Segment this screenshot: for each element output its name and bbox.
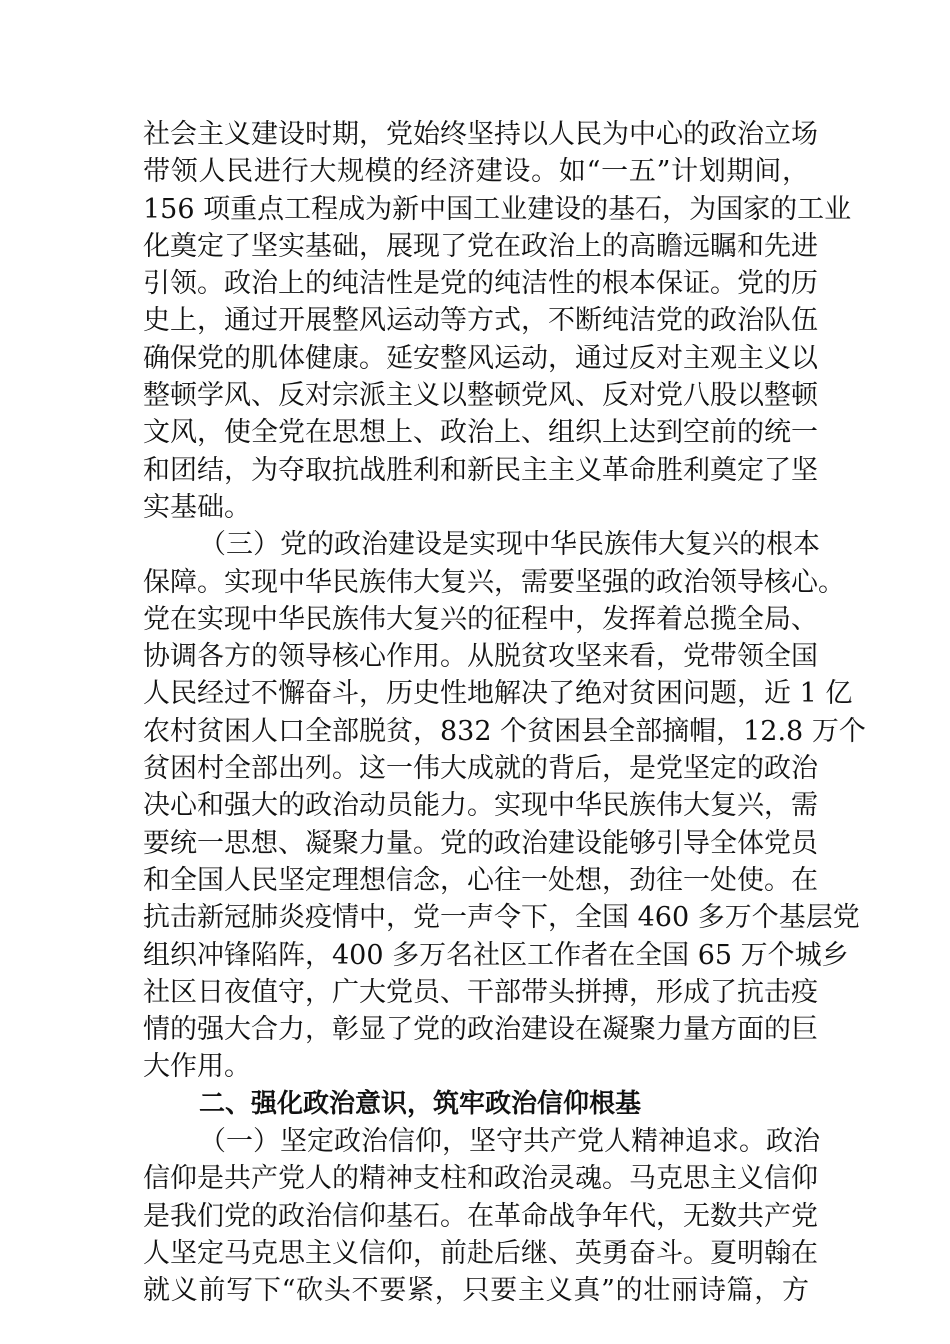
text-line: 要统一思想、凝聚力量。党的政治建设能够引导全体党员 bbox=[143, 827, 818, 859]
text-line: 信仰是共产党人的精神支柱和政治灵魂。马克思主义信仰 bbox=[143, 1163, 818, 1195]
text-line: 化奠定了坚实基础，展现了党在政治上的高瞻远瞩和先进 bbox=[143, 230, 818, 262]
text-line: 组织冲锋陷阵，400 多万名社区工作者在全国 65 万个城乡 bbox=[143, 939, 849, 971]
text-line: 实基础。 bbox=[143, 491, 251, 523]
text-line: 保障。实现中华民族伟大复兴，需要坚强的政治领导核心。 bbox=[143, 566, 845, 598]
text-line: 就义前写下“砍头不要紧，只要主义真”的壮丽诗篇，方 bbox=[143, 1275, 809, 1307]
text-line: 农村贫困人口全部脱贫，832 个贫困县全部摘帽，12.8 万个 bbox=[143, 715, 866, 747]
text-line: 社区日夜值守，广大党员、干部带头拼搏，形成了抗击疫 bbox=[143, 976, 818, 1008]
text-line: 党在实现中华民族伟大复兴的征程中，发挥着总揽全局、 bbox=[143, 603, 818, 635]
text-line: 和团结，为夺取抗战胜利和新民主主义革命胜利奠定了坚 bbox=[143, 454, 818, 486]
text-line: 是我们党的政治信仰基石。在革命战争年代，无数共产党 bbox=[143, 1200, 818, 1232]
text-line: 情的强大合力，彰显了党的政治建设在凝聚力量方面的巨 bbox=[143, 1014, 818, 1046]
section-three-lead-line: （三）党的政治建设是实现中华民族伟大复兴的根本 bbox=[199, 529, 820, 561]
text-line: 整顿学风、反对宗派主义以整顿党风、反对党八股以整顿 bbox=[143, 380, 818, 412]
text-line: 人民经过不懈奋斗，历史性地解决了绝对贫困问题，近 1 亿 bbox=[143, 678, 853, 710]
text-line: 史上，通过开展整风运动等方式，不断纯洁党的政治队伍 bbox=[143, 305, 818, 337]
text-line: 大作用。 bbox=[143, 1051, 251, 1083]
section-heading: 二、强化政治意识，筑牢政治信仰根基 bbox=[199, 1088, 642, 1119]
text-line: 社会主义建设时期，党始终坚持以人民为中心的政治立场 bbox=[143, 119, 818, 150]
text-line: 协调各方的领导核心作用。从脱贫攻坚来看，党带领全国 bbox=[143, 641, 818, 673]
text-line: 和全国人民坚定理想信念，心往一处想，劲往一处使。在 bbox=[143, 864, 818, 896]
text-line: 引领。政治上的纯洁性是党的纯洁性的根本保证。党的历 bbox=[143, 268, 818, 300]
text-line: 抗击新冠肺炎疫情中，党一声令下，全国 460 多万个基层党 bbox=[143, 902, 860, 934]
text-line: 文风，使全党在思想上、政治上、组织上达到空前的统一 bbox=[143, 417, 818, 449]
text-line: 确保党的肌体健康。延安整风运动，通过反对主观主义以 bbox=[143, 342, 818, 374]
text-line: 带领人民进行大规模的经济建设。如“一五”计划期间， bbox=[143, 156, 809, 188]
document-body bbox=[143, 116, 866, 1310]
text-line: 人坚定马克思主义信仰，前赴后继、英勇奋斗。夏明翰在 bbox=[143, 1237, 818, 1269]
text-line: 贫困村全部出列。这一伟大成就的背后，是党坚定的政治 bbox=[143, 753, 818, 785]
text-line: 156 项重点工程成为新中国工业建设的基石，为国家的工业 bbox=[143, 193, 852, 225]
text-line: 决心和强大的政治动员能力。实现中华民族伟大复兴，需 bbox=[143, 790, 818, 822]
subsection-one-lead-line: （一）坚定政治信仰，坚守共产党人精神追求。政治 bbox=[199, 1126, 820, 1158]
